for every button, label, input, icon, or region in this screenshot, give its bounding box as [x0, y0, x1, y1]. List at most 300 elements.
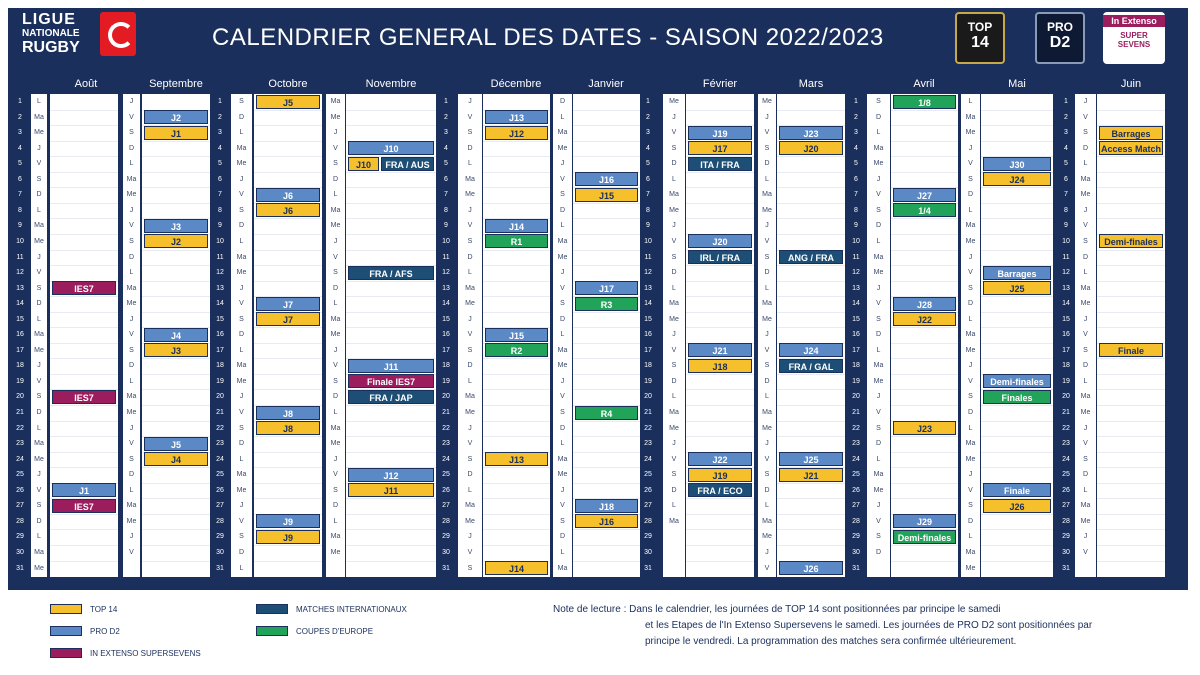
weekday-label: L	[239, 455, 244, 463]
row-divider	[483, 483, 550, 484]
weekday-label: S	[764, 253, 770, 261]
day-number: 26	[442, 486, 450, 494]
day-number: 3	[1064, 129, 1068, 137]
day-number: 30	[1062, 548, 1070, 556]
month-label-3: Novembre	[365, 78, 417, 90]
row-divider	[573, 327, 640, 328]
weekday-label: V	[239, 300, 244, 308]
weekday-label: J	[239, 393, 244, 401]
row-divider	[142, 156, 210, 157]
weekday-label: J	[239, 502, 244, 510]
lnr-logo-line3: RUGBY	[22, 39, 80, 56]
day-number: 2	[444, 113, 448, 121]
row-divider	[1097, 296, 1165, 297]
note-line3: principe le vendredi. La programmation des matches sera confirmée ultérieurement.	[645, 636, 1017, 647]
row-divider	[777, 529, 845, 530]
row-divider	[777, 327, 845, 328]
day-number: 16	[852, 331, 860, 339]
row-divider	[483, 545, 550, 546]
row-divider	[346, 187, 436, 188]
row-divider	[573, 452, 640, 453]
row-divider	[891, 358, 958, 359]
weekday-label: D	[559, 533, 566, 541]
row-divider	[50, 203, 118, 204]
weekday-label: Me	[669, 206, 679, 214]
weekday-label: S	[968, 284, 973, 292]
event-prod2: J29	[893, 514, 956, 528]
row-divider	[891, 281, 958, 282]
weekday-label: Me	[465, 300, 475, 308]
day-number: 17	[216, 346, 224, 354]
day-number: 1	[18, 98, 22, 105]
weekday-label: J	[1083, 533, 1088, 541]
weekday-label: S	[968, 502, 973, 510]
weekday-label: S	[129, 129, 134, 137]
weekday-label: V	[467, 548, 473, 556]
event-intl: FRA / ECO	[688, 483, 752, 497]
event-ies: IES7	[52, 499, 116, 513]
row-divider	[1097, 312, 1165, 313]
weekday-column-5	[552, 94, 572, 577]
row-divider	[254, 125, 322, 126]
row-divider	[573, 218, 640, 219]
weekday-label: S	[1083, 129, 1088, 137]
weekday-label: Me	[873, 486, 884, 494]
weekday-label: S	[36, 393, 42, 401]
day-number: 15	[644, 315, 652, 323]
weekday-label: S	[36, 284, 42, 292]
row-divider	[50, 436, 118, 437]
weekday-label: Ma	[330, 98, 341, 105]
day-number: 15	[16, 315, 24, 323]
day-number: 5	[18, 160, 22, 168]
event-prod2: J24	[779, 343, 843, 357]
row-divider	[891, 125, 958, 126]
row-divider	[254, 141, 322, 142]
row-divider	[891, 234, 958, 235]
row-divider	[891, 452, 958, 453]
day-number: 18	[852, 362, 860, 370]
weekday-label: Ma	[236, 144, 247, 152]
weekday-label: D	[467, 253, 473, 261]
row-divider	[346, 529, 436, 530]
day-number: 10	[16, 237, 24, 245]
weekday-label: S	[467, 346, 473, 354]
weekday-label: S	[129, 346, 134, 354]
month-label-5: Janvier	[588, 78, 624, 90]
weekday-label: J	[560, 377, 565, 385]
weekday-label: L	[1083, 377, 1088, 385]
row-divider	[981, 218, 1053, 219]
row-divider	[142, 467, 210, 468]
row-divider	[50, 343, 118, 344]
weekday-label: Ma	[557, 129, 568, 137]
weekday-column-4	[457, 94, 482, 577]
day-number: 3	[646, 129, 650, 137]
weekday-label: Me	[1080, 191, 1091, 199]
weekday-label: V	[876, 517, 881, 525]
weekday-label: D	[559, 424, 566, 432]
weekday-label: L	[129, 269, 134, 277]
row-divider	[254, 374, 322, 375]
row-divider	[483, 172, 550, 173]
weekday-label: V	[560, 284, 565, 292]
day-number: 27	[16, 502, 24, 510]
legend-swatch-intl	[256, 604, 288, 614]
day-number: 1	[854, 98, 858, 105]
lnr-emblem-icon	[100, 12, 136, 56]
weekday-label: Me	[557, 253, 568, 261]
row-divider	[142, 545, 210, 546]
event-cup: Demi-finales	[893, 530, 956, 544]
day-number: 8	[444, 206, 448, 214]
legend-swatch-ies	[50, 648, 82, 658]
row-divider	[254, 389, 322, 390]
day-number: 12	[16, 269, 24, 277]
weekday-label: Ma	[873, 471, 884, 479]
day-number: 4	[646, 144, 650, 152]
day-number: 22	[16, 424, 24, 432]
event-top14: J20	[779, 141, 843, 155]
weekday-label: L	[129, 160, 134, 168]
weekday-label: S	[467, 237, 473, 245]
day-number: 7	[18, 191, 22, 199]
weekday-label: Me	[557, 362, 568, 370]
day-number: 11	[16, 253, 24, 261]
event-prod2: J10	[348, 141, 434, 155]
row-divider	[254, 156, 322, 157]
event-prod2: Finale	[983, 483, 1051, 497]
weekday-label: D	[559, 315, 566, 323]
weekday-label: S	[129, 237, 134, 245]
row-divider	[1097, 498, 1165, 499]
event-prod2: J7	[256, 297, 320, 311]
row-divider	[573, 156, 640, 157]
weekday-label: V	[239, 191, 244, 199]
row-divider	[1097, 483, 1165, 484]
day-number: 8	[646, 206, 650, 214]
row-divider	[777, 483, 845, 484]
weekday-label: V	[36, 160, 42, 168]
weekday-label: Ma	[669, 191, 679, 199]
weekday-label: Me	[34, 129, 44, 137]
day-number: 11	[852, 253, 860, 261]
weekday-label: Ma	[965, 113, 976, 121]
weekday-label: J	[876, 393, 881, 401]
weekday-label: Ma	[330, 315, 341, 323]
lnr-logo	[22, 10, 142, 68]
row-divider	[254, 343, 322, 344]
weekday-label: L	[560, 440, 565, 448]
weekday-label: S	[560, 517, 565, 525]
day-number: 19	[1062, 377, 1070, 385]
weekday-label: S	[467, 129, 473, 137]
weekday-label: S	[1083, 346, 1088, 354]
row-divider	[981, 358, 1053, 359]
day-number: 14	[442, 300, 450, 308]
event-top14: J6	[256, 203, 320, 217]
row-divider	[891, 250, 958, 251]
weekday-label: Me	[762, 206, 772, 214]
row-divider	[50, 265, 118, 266]
legend-label-cup: COUPES D'EUROPE	[296, 627, 374, 636]
weekday-label: Me	[126, 191, 137, 199]
weekday-label: Ma	[34, 113, 44, 121]
event-top14: J25	[983, 281, 1051, 295]
row-divider	[50, 141, 118, 142]
day-number: 19	[216, 377, 224, 385]
weekday-label: V	[467, 222, 473, 230]
weekday-label: Me	[965, 346, 976, 354]
day-number: 28	[216, 517, 224, 525]
weekday-label: V	[876, 191, 881, 199]
row-divider	[777, 296, 845, 297]
legend-label-intl: MATCHES INTERNATIONAUX	[296, 605, 407, 614]
weekday-label: Me	[965, 237, 976, 245]
weekday-label: D	[1082, 471, 1089, 479]
event-prod2: J19	[688, 126, 752, 140]
day-number: 21	[216, 409, 224, 416]
month-label-7: Mars	[798, 78, 824, 90]
day-number: 6	[1064, 175, 1068, 183]
weekday-label: S	[876, 98, 881, 105]
row-divider	[686, 187, 754, 188]
weekday-label: D	[467, 144, 473, 152]
day-number: 27	[442, 502, 450, 510]
row-divider	[50, 467, 118, 468]
row-divider	[1097, 467, 1165, 468]
row-divider	[891, 483, 958, 484]
day-number: 11	[1062, 253, 1070, 261]
weekday-label: Me	[34, 346, 44, 354]
weekday-label: L	[672, 284, 676, 292]
day-number: 9	[854, 222, 858, 230]
row-divider	[891, 498, 958, 499]
weekday-label: V	[764, 129, 770, 137]
weekday-label: Me	[330, 113, 341, 121]
weekday-label: Me	[873, 269, 884, 277]
weekday-label: D	[764, 377, 770, 385]
weekday-label: L	[876, 129, 881, 137]
row-divider	[981, 343, 1053, 344]
weekday-label: J	[37, 144, 41, 152]
weekday-label: J	[333, 237, 338, 245]
row-divider	[686, 281, 754, 282]
legend-label-ies: IN EXTENSO SUPERSEVENS	[90, 649, 201, 658]
weekday-label: L	[765, 284, 769, 292]
weekday-label: D	[128, 253, 135, 261]
event-top14: J21	[779, 468, 843, 482]
row-divider	[1097, 452, 1165, 453]
weekday-label: Me	[330, 548, 341, 556]
day-number: 2	[1064, 113, 1068, 121]
row-divider	[50, 312, 118, 313]
row-divider	[142, 405, 210, 406]
row-divider	[686, 172, 754, 173]
weekday-label: V	[333, 471, 338, 479]
weekday-label: L	[560, 331, 565, 339]
row-divider	[891, 436, 958, 437]
weekday-label: L	[876, 455, 881, 463]
day-number: 19	[16, 377, 24, 385]
weekday-label: S	[671, 144, 677, 152]
day-number: 18	[16, 362, 24, 370]
weekday-label: Me	[669, 424, 679, 432]
weekday-label: D	[875, 331, 882, 339]
event-intl: IRL / FRA	[688, 250, 752, 264]
row-divider	[891, 141, 958, 142]
row-divider	[483, 187, 550, 188]
weekday-label: D	[36, 409, 42, 416]
row-divider	[686, 110, 754, 111]
weekday-label: L	[468, 377, 472, 385]
ext-logo-line2: SUPER SEVENS	[1117, 31, 1151, 49]
weekday-label: L	[560, 548, 565, 556]
row-divider	[142, 358, 210, 359]
row-divider	[777, 281, 845, 282]
event-cup: 1/8	[893, 95, 956, 109]
weekday-column-2	[230, 94, 252, 577]
weekday-column-1	[122, 94, 140, 577]
weekday-label: V	[876, 409, 881, 416]
event-cup: R2	[485, 343, 548, 357]
weekday-label: J	[672, 222, 676, 230]
weekday-label: L	[333, 517, 338, 525]
weekday-label: Me	[762, 315, 772, 323]
weekday-label: Me	[126, 300, 137, 308]
weekday-label: D	[36, 300, 42, 308]
prod2-logo-line2: D2	[1049, 34, 1071, 51]
event-prod2: J4	[144, 328, 208, 342]
event-prod2: J13	[485, 110, 548, 124]
day-number: 17	[852, 346, 860, 354]
row-divider	[891, 561, 958, 562]
weekday-label: S	[239, 315, 244, 323]
weekday-label: S	[1083, 455, 1088, 463]
day-number: 23	[1062, 440, 1070, 448]
weekday-label: Me	[34, 455, 44, 463]
row-divider	[142, 374, 210, 375]
event-top14: J10	[348, 157, 379, 171]
row-divider	[142, 172, 210, 173]
day-number: 13	[16, 284, 24, 292]
day-number: 1	[444, 98, 448, 105]
weekday-label: S	[333, 486, 338, 494]
day-number: 16	[644, 331, 652, 339]
row-divider	[891, 327, 958, 328]
weekday-label: S	[876, 424, 881, 432]
day-number: 13	[852, 284, 860, 292]
row-divider	[483, 514, 550, 515]
weekday-label: L	[560, 113, 565, 121]
weekday-label: Me	[236, 377, 247, 385]
day-number: 4	[18, 144, 22, 152]
weekday-label: Me	[762, 424, 772, 432]
weekday-label: D	[238, 548, 245, 556]
day-number: 10	[216, 237, 224, 245]
weekday-label: Ma	[236, 253, 247, 261]
day-number: 5	[646, 160, 650, 168]
event-top14: J8	[256, 421, 320, 435]
day-number: 7	[444, 191, 448, 199]
event-cup: Finales	[983, 390, 1051, 404]
row-divider	[254, 265, 322, 266]
weekday-column-7	[757, 94, 776, 577]
event-top14: J5	[256, 95, 320, 109]
day-number: 11	[442, 253, 450, 261]
weekday-label: J	[129, 424, 134, 432]
row-divider	[50, 218, 118, 219]
day-number: 28	[852, 517, 860, 525]
weekday-label: Ma	[34, 548, 44, 556]
weekday-label: Ma	[1080, 502, 1091, 510]
weekday-label: L	[560, 222, 565, 230]
day-number: 21	[852, 409, 860, 416]
weekday-label: L	[968, 98, 973, 105]
day-number: 8	[854, 206, 858, 214]
weekday-label: S	[333, 377, 338, 385]
weekday-label: L	[468, 269, 472, 277]
weekday-label: L	[876, 346, 881, 354]
weekday-label: Ma	[34, 440, 44, 448]
weekday-label: S	[671, 253, 677, 261]
weekday-label: V	[129, 113, 134, 121]
day-number: 25	[216, 471, 224, 479]
row-divider	[777, 203, 845, 204]
month-label-1: Septembre	[149, 78, 203, 90]
weekday-label: Ma	[557, 346, 568, 354]
row-divider	[254, 327, 322, 328]
weekday-label: L	[765, 175, 769, 183]
weekday-label: D	[967, 300, 974, 308]
day-number: 31	[442, 564, 450, 572]
row-divider	[686, 421, 754, 422]
month-label-9: Mai	[1008, 78, 1026, 90]
day-number: 2	[218, 113, 222, 121]
weekday-label: D	[332, 502, 339, 510]
event-top14: J4	[144, 452, 208, 466]
day-number: 29	[1062, 533, 1070, 541]
event-ies: IES7	[52, 281, 116, 295]
weekday-label: Me	[236, 486, 247, 494]
event-prod2: J22	[688, 452, 752, 466]
day-number: 24	[442, 455, 450, 463]
day-number: 22	[442, 424, 450, 432]
weekday-label: Ma	[465, 393, 475, 401]
event-cup: 1/4	[893, 203, 956, 217]
weekday-label: S	[764, 362, 770, 370]
weekday-label: Ma	[762, 409, 772, 416]
weekday-label: L	[239, 564, 244, 572]
event-prod2: J15	[485, 328, 548, 342]
event-top14: J24	[983, 172, 1051, 186]
day-number: 19	[644, 377, 652, 385]
weekday-label: Ma	[965, 222, 976, 230]
weekday-label: Me	[1080, 409, 1091, 416]
row-divider	[573, 421, 640, 422]
day-number: 27	[1062, 502, 1070, 510]
weekday-label: L	[239, 129, 244, 137]
row-divider	[254, 498, 322, 499]
day-number: 29	[16, 533, 24, 541]
row-divider	[483, 389, 550, 390]
weekday-label: V	[36, 377, 42, 385]
row-divider	[573, 561, 640, 562]
weekday-label: S	[333, 269, 338, 277]
row-divider	[777, 172, 845, 173]
weekday-label: J	[239, 175, 244, 183]
weekday-label: L	[37, 98, 41, 105]
